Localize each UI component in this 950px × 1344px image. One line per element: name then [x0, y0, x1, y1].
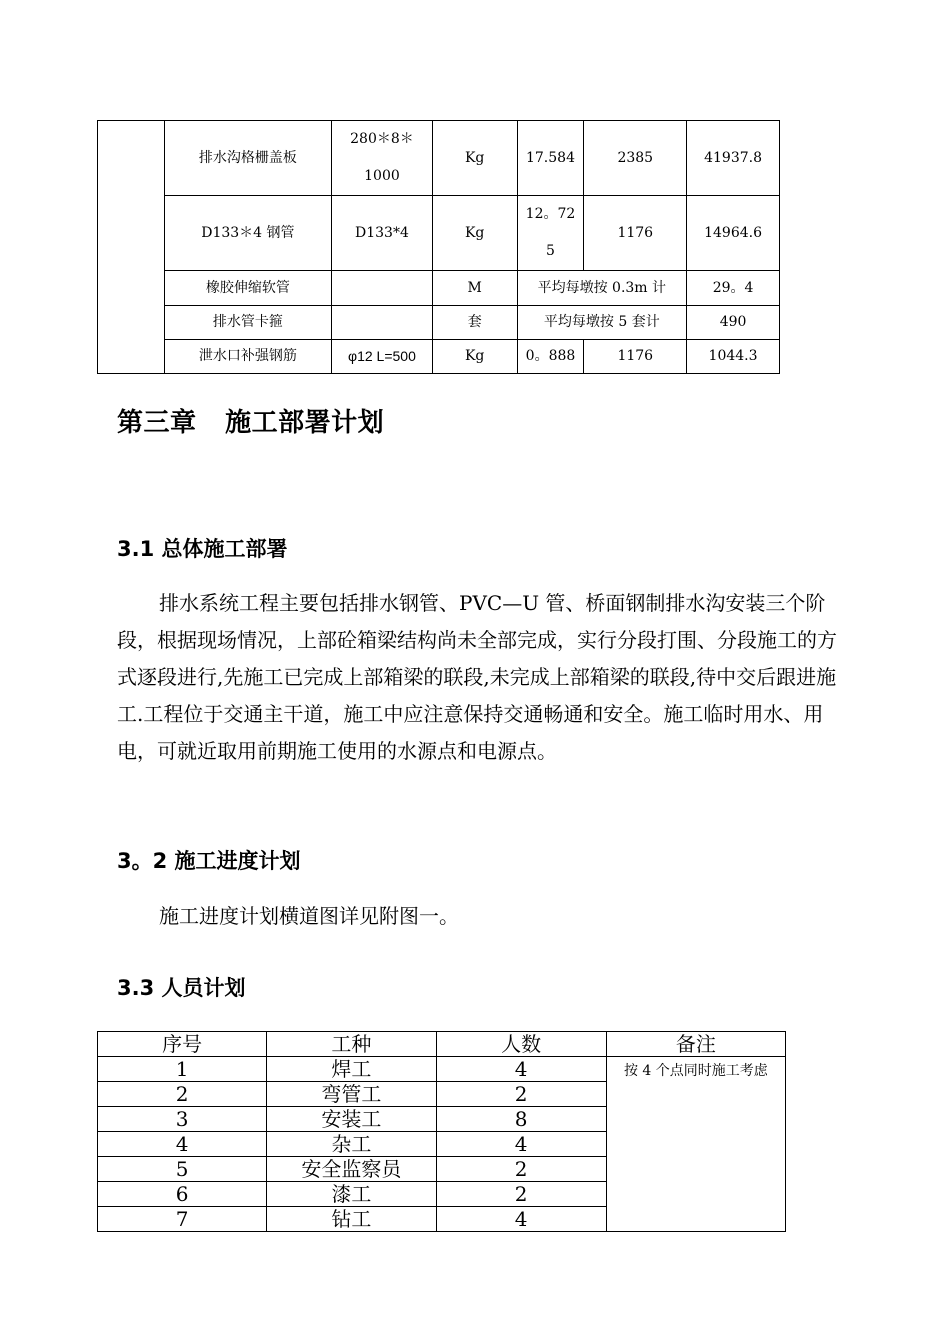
section-heading-3-3: 3.3 人员计划: [117, 976, 246, 1000]
column-header: 人数: [436, 1032, 606, 1057]
item-name: 排水管卡箍: [164, 306, 331, 340]
item-unit: Kg: [432, 121, 517, 196]
column-header: 工种: [267, 1032, 436, 1057]
item-unit: 套: [432, 306, 517, 340]
table-row: [98, 1057, 786, 1082]
item-note: 平均每墩按 5 套计: [517, 306, 687, 340]
section-heading-3-2: 3。2 施工进度计划: [117, 849, 301, 873]
item-spec: [332, 271, 433, 306]
table-header-row: [98, 1032, 786, 1057]
section-heading-3-1: 3.1 总体施工部署: [117, 537, 288, 561]
item-unit: Kg: [432, 196, 517, 271]
staff-no: 3: [98, 1107, 267, 1132]
item-unit-weight: [517, 196, 584, 271]
staff-trade: 焊工: [267, 1057, 436, 1082]
staff-count: 4: [436, 1207, 606, 1232]
item-spec: D133*4: [332, 196, 433, 271]
item-unit: M: [432, 271, 517, 306]
staff-table: [97, 1031, 786, 1232]
staff-no: 4: [98, 1132, 267, 1157]
staff-count: 2: [436, 1082, 606, 1107]
staff-trade: 弯管工: [267, 1082, 436, 1107]
item-unit-weight: 0。888: [517, 340, 584, 374]
staff-trade: 漆工: [267, 1182, 436, 1207]
item-note: 平均每墩按 0.3m 计: [517, 271, 687, 306]
item-spec: [332, 306, 433, 340]
table-row: [98, 340, 780, 374]
staff-count: 2: [436, 1157, 606, 1182]
item-total: 41937.8: [687, 121, 780, 196]
item-total: 1044.3: [687, 340, 780, 374]
item-name: 泄水口补强钢筋: [164, 340, 331, 374]
spec-line: 280＊8＊: [350, 131, 414, 147]
staff-trade: 杂工: [267, 1132, 436, 1157]
unit-weight-line: 5: [546, 243, 555, 259]
staff-no: 5: [98, 1157, 267, 1182]
staff-no: 1: [98, 1057, 267, 1082]
table-row: [98, 121, 780, 196]
item-quantity: 1176: [584, 196, 687, 271]
staff-count: 4: [436, 1132, 606, 1157]
item-total: 29。4: [687, 271, 780, 306]
staff-count: 4: [436, 1057, 606, 1082]
spec-line: 1000: [364, 168, 400, 184]
category-cell: [98, 121, 165, 374]
staff-trade: 钻工: [267, 1207, 436, 1232]
table-row: [98, 196, 780, 271]
table-row: [98, 306, 780, 340]
staff-count: 2: [436, 1182, 606, 1207]
staff-count: 8: [436, 1107, 606, 1132]
column-header: 序号: [98, 1032, 267, 1057]
item-total: 14964.6: [687, 196, 780, 271]
staff-no: 2: [98, 1082, 267, 1107]
item-name: D133＊4 钢管: [164, 196, 331, 271]
item-name: 橡胶伸缩软管: [164, 271, 331, 306]
section-body-3-2: 施工进度计划横道图详见附图一。: [159, 904, 459, 928]
staff-trade: 安全监察员: [267, 1157, 436, 1182]
item-spec: φ12 L=500: [332, 340, 433, 374]
section-body-3-1: 排水系统工程主要包括排水钢管、PVC—U 管、桥面钢制排水沟安装三个阶段，根据现场情况，上部砼箱梁结构尚未全部完成，实行分段打围、分段施工的方式逐段进行,先施工已完成上部箱梁的联段,未完成上部箱梁的联段,待中交后跟进施工.工程位于交通主干道，施工中应注意保持交通畅通和安全。施工临时用水、用电，可就近取用前期施工使用的水源点和电源点。: [117, 591, 837, 763]
staff-remark: 按 4 个点同时施工考虑: [606, 1057, 785, 1232]
item-spec: [332, 121, 433, 196]
item-quantity: 1176: [584, 340, 687, 374]
staff-no: 6: [98, 1182, 267, 1207]
table-row: [98, 271, 780, 306]
item-unit-weight: 17.584: [517, 121, 584, 196]
staff-no: 7: [98, 1207, 267, 1232]
item-total: 490: [687, 306, 780, 340]
unit-weight-line: 12。72: [525, 206, 576, 222]
materials-table: [97, 120, 780, 374]
item-unit: Kg: [432, 340, 517, 374]
item-name: 排水沟格栅盖板: [164, 121, 331, 196]
staff-trade: 安装工: [267, 1107, 436, 1132]
item-quantity: 2385: [584, 121, 687, 196]
column-header: 备注: [606, 1032, 785, 1057]
chapter-title: 第三章 施工部署计划: [117, 408, 385, 438]
